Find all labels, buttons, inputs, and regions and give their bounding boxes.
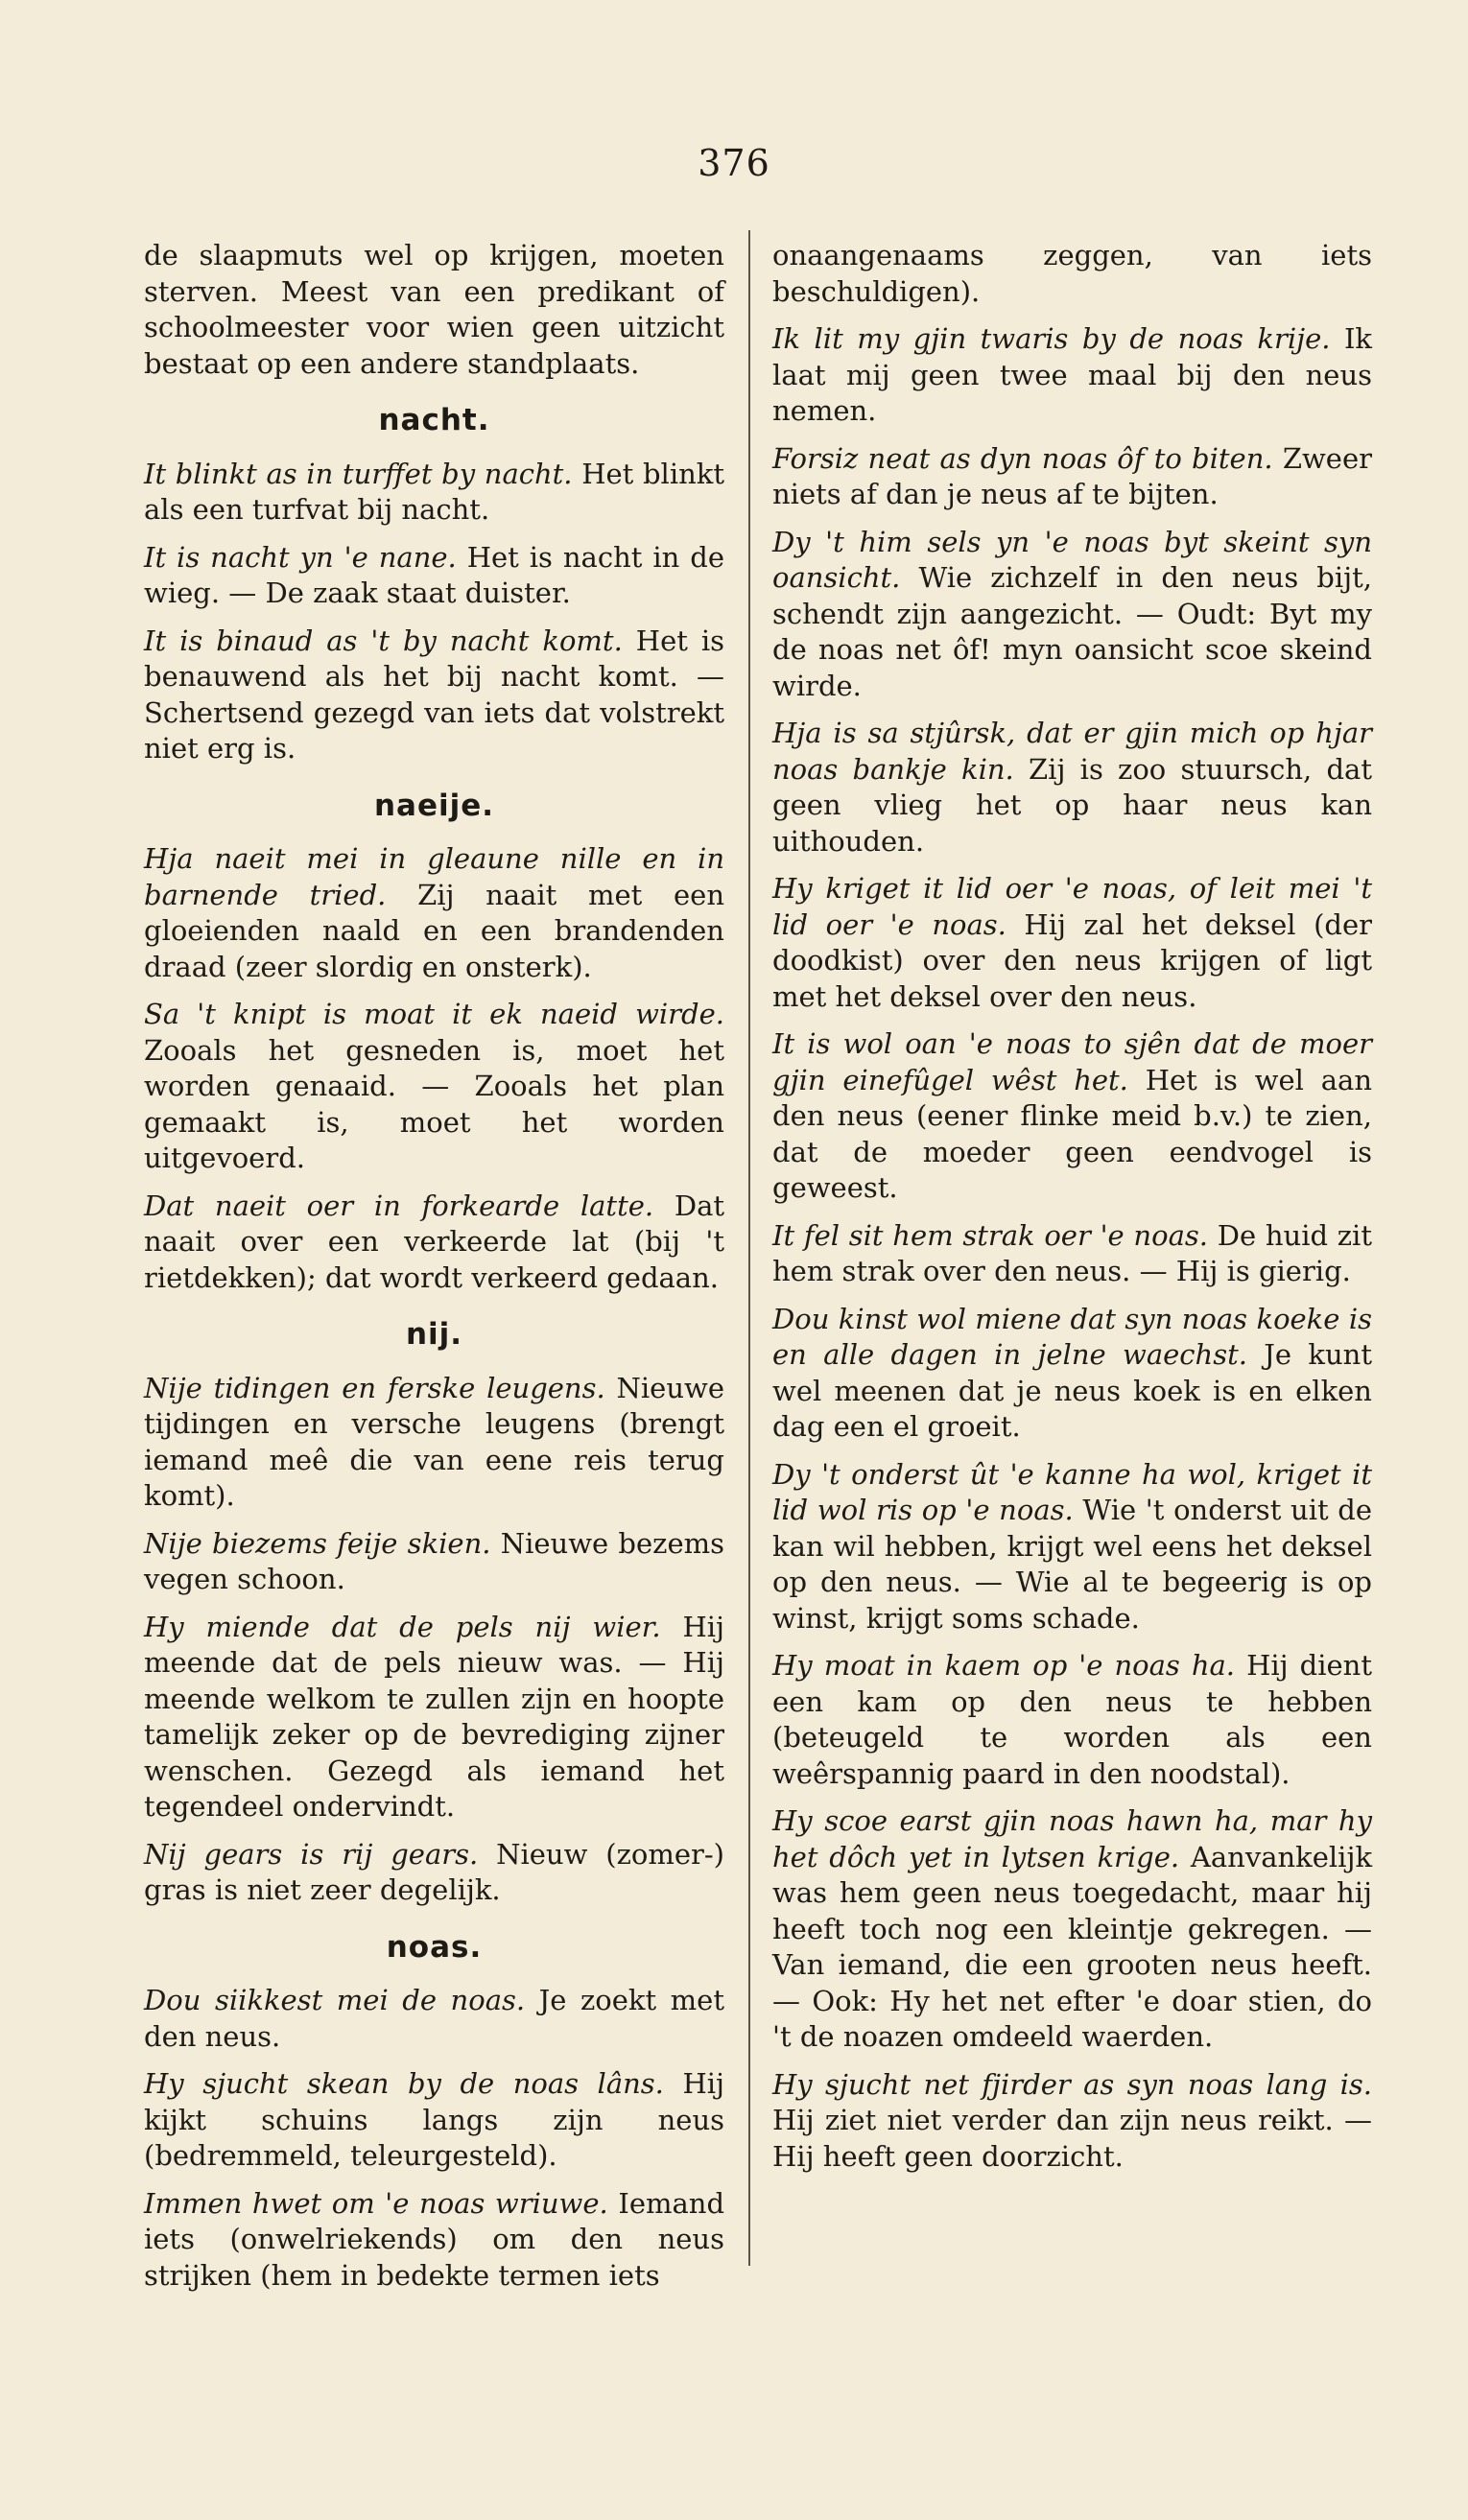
proverb-entry [772, 525, 1372, 705]
dutch-explanation: Hij zal het deksel (der doodkist) over den neus krijgen of ligt met het deksel over den neus. [772, 907, 1372, 1013]
dutch-explanation: onaangenaams zeggen, van iets beschuldigen). [772, 239, 1372, 308]
section-heading: nacht. [378, 403, 490, 437]
dutch-explanation: Aanvankelijk was hem geen neus toegedacht, maar hij heeft toch nog een kleintje gekregen. — Van iemand, die een grooten neus heeft. — Ook: Hy het net efter 'e doar stien, do 't de noazen omdeeld waerden. [772, 1840, 1373, 2053]
dutch-explanation: Zij naait met een gloeienden naald en een brandenden draad (zeer slordig en onsterk). [144, 878, 725, 983]
dutch-explanation: Zooals het gesneden is, moet het worden genaaid. — Zooals het plan gemaakt is, moet het worden uitgevoerd. [144, 1033, 724, 1174]
dutch-explanation: Zij is zoo stuursch, dat geen vlieg het op haar neus kan uithouden. [772, 752, 1372, 858]
left-column [144, 238, 724, 2305]
frisian-proverb: Hja naeit mei in gleaune nille en in barnende tried. [144, 842, 724, 911]
dutch-explanation: Wie 't onderst uit de kan wil hebben, krijgt wel eens het deksel op den neus. — Wie al te begeerig is op winst, krijgt soms schade. [772, 1494, 1373, 1635]
section-heading: nij. [405, 1317, 463, 1352]
proverb-entry [772, 238, 1372, 310]
dutch-explanation: Het is benauwend als het bij nacht komt. — Schertsend gezegd van iets dat volstrekt niet erg is. [144, 624, 725, 765]
dutch-explanation: Wie zichzelf in den neus bijt, schendt zijn aangezicht. — Oudt: Byt my de noas net ôf! myn oansicht scoe skeind wirde. [772, 561, 1372, 702]
dutch-explanation: Ik laat mij geen twee maal bij den neus nemen. [772, 322, 1372, 427]
dutch-explanation: Het is wel aan den neus (eener flinke meid b.v.) te zien, dat de moeder geen eendvogel is geweest. [772, 1063, 1372, 1204]
frisian-proverb: Nije tidingen en ferske leugens. [144, 1371, 605, 1404]
frisian-proverb: Dou siikkest mei de noas. [144, 1984, 526, 2016]
proverb-entry [772, 321, 1372, 430]
dutch-explanation: Dat naait over een verkeerde lat (bij 't rietdekken); dat wordt verkeerd gedaan. [144, 1189, 725, 1294]
frisian-proverb: Hy miende dat de pels nij wier. [144, 1610, 661, 1643]
frisian-proverb: It is wol oan 'e noas to sjên dat de moer gjin einefûgel wêst het. [772, 1027, 1372, 1096]
proverb-entry [772, 716, 1372, 860]
section-heading: naeije. [373, 788, 495, 823]
section-heading: noas. [386, 1929, 483, 1965]
frisian-proverb: Ik lit my gjin twaris by de noas krije. [772, 322, 1331, 355]
dutch-explanation: De huid zit hem strak over den neus. — Hij is gierig. [772, 1218, 1372, 1287]
frisian-proverb: Sa 't knipt is moat it ek naeid wirde. [144, 998, 724, 1030]
frisian-proverb: Dy 't him sels yn 'e noas byt skeint syn oansicht. [772, 525, 1372, 594]
frisian-proverb: Dou kinst wol miene dat syn noas koeke is en alle dagen in jelne waechst. [772, 1302, 1372, 1371]
proverb-entry [144, 457, 724, 529]
frisian-proverb: Hy sjucht skean by de noas lâns. [144, 2067, 664, 2100]
dutch-explanation: Hij ziet niet verder dan zijn neus reikt. — Hij heeft geen doorzicht. [772, 2104, 1372, 2173]
proverb-entry [144, 1189, 724, 1297]
dutch-explanation: Hij dient een kam op den neus te hebben (beteugeld te worden als een weêrspannig paard in den noodstal). [772, 1649, 1372, 1790]
proverb-entry [144, 238, 724, 382]
frisian-proverb: Hy scoe earst gjin noas hawn ha, mar hy het dôch yet in lytsen krige. [772, 1804, 1372, 1873]
proverb-entry [772, 1218, 1372, 1290]
frisian-proverb: It fel sit hem strak oer 'e noas. [772, 1218, 1208, 1252]
dutch-explanation: Hij meende dat de pels nieuw was. — Hij meende welkom te zullen zijn en hoopte tamelijk zeker op de bevrediging zijner wenschen. Gezegd als iemand het tegendeel ondervindt. [144, 1610, 724, 1823]
proverb-entry [144, 540, 724, 612]
dutch-explanation: Je zoekt met den neus. [144, 1984, 725, 2053]
proverb-entry [772, 1302, 1372, 1446]
column-divider [748, 230, 750, 2266]
proverb-entry [144, 2186, 724, 2295]
proverb-entry [772, 2067, 1372, 2176]
proverb-entry [772, 441, 1372, 513]
frisian-proverb: Hja is sa stjûrsk, dat er gjin mich op hjar noas bankje kin. [772, 717, 1372, 786]
proverb-entry [144, 1837, 724, 1909]
proverb-entry [144, 1610, 724, 1825]
frisian-proverb: Nije biezems feije skien. [144, 1526, 491, 1560]
frisian-proverb: Nij gears is rij gears. [144, 1837, 479, 1871]
dutch-explanation: de slaapmuts wel op krijgen, moeten sterven. Meest van een predikant of schoolmeester voor wien geen uitzicht bestaat op een andere standplaats. [144, 239, 724, 380]
proverb-entry [144, 1371, 724, 1515]
proverb-entry [772, 1457, 1372, 1637]
proverb-entry [144, 2066, 724, 2175]
frisian-proverb: It is nacht yn 'e nane. [144, 540, 457, 574]
proverb-entry [144, 624, 724, 767]
dutch-explanation: Nieuwe tijdingen en versche leugens (brengt iemand meê die van eene reis terug komt). [144, 1371, 725, 1512]
frisian-proverb: Forsiz neat as dyn noas ôf to biten. [772, 441, 1273, 475]
proverb-entry [772, 1803, 1372, 2056]
frisian-proverb: Dy 't onderst ût 'e kanne ha wol, kriget it lid wol ris op 'e noas. [772, 1457, 1372, 1526]
page-number: 376 [698, 142, 770, 184]
dutch-explanation: Je kunt wel meenen dat je neus koek is en elken dag een el groeit. [772, 1338, 1373, 1443]
dutch-explanation: Het blinkt als een turfvat bij nacht. [144, 457, 724, 526]
proverb-entry [144, 1983, 724, 2055]
frisian-proverb: Hy moat in kaem op 'e noas ha. [772, 1649, 1236, 1682]
proverb-entry [772, 1026, 1372, 1207]
dutch-explanation: Hij kijkt schuins langs zijn neus (bedremmeld, teleurgesteld). [144, 2067, 725, 2172]
dutch-explanation: Het is nacht in de wieg. — De zaak staat duister. [144, 540, 724, 609]
proverb-entry [144, 997, 724, 1177]
proverb-entry [144, 841, 724, 985]
frisian-proverb: Immen hwet om 'e noas wriuwe. [144, 2186, 608, 2220]
dutch-explanation: Nieuwe bezems vegen schoon. [144, 1526, 724, 1595]
frisian-proverb: Dat naeit oer in forkearde latte. [144, 1189, 654, 1222]
right-column [772, 238, 1372, 2186]
proverb-entry [772, 1648, 1372, 1792]
dutch-explanation: Zweer niets af dan je neus af te bijten. [772, 441, 1372, 510]
frisian-proverb: It blinkt as in turffet by nacht. [144, 457, 573, 490]
dutch-explanation: Iemand iets (onwelriekends) om den neus strijken (hem in bedekte termen iets [144, 2186, 725, 2292]
proverb-entry [144, 1526, 724, 1598]
proverb-entry [772, 871, 1372, 1015]
dutch-explanation: Nieuw (zomer-) gras is niet zeer degelijk. [144, 1837, 724, 1906]
frisian-proverb: Hy sjucht net fjirder as syn noas lang is. [772, 2067, 1372, 2101]
frisian-proverb: Hy kriget it lid oer 'e noas, of leit mei 't lid oer 'e noas. [772, 872, 1372, 941]
frisian-proverb: It is binaud as 't by nacht komt. [144, 624, 623, 657]
